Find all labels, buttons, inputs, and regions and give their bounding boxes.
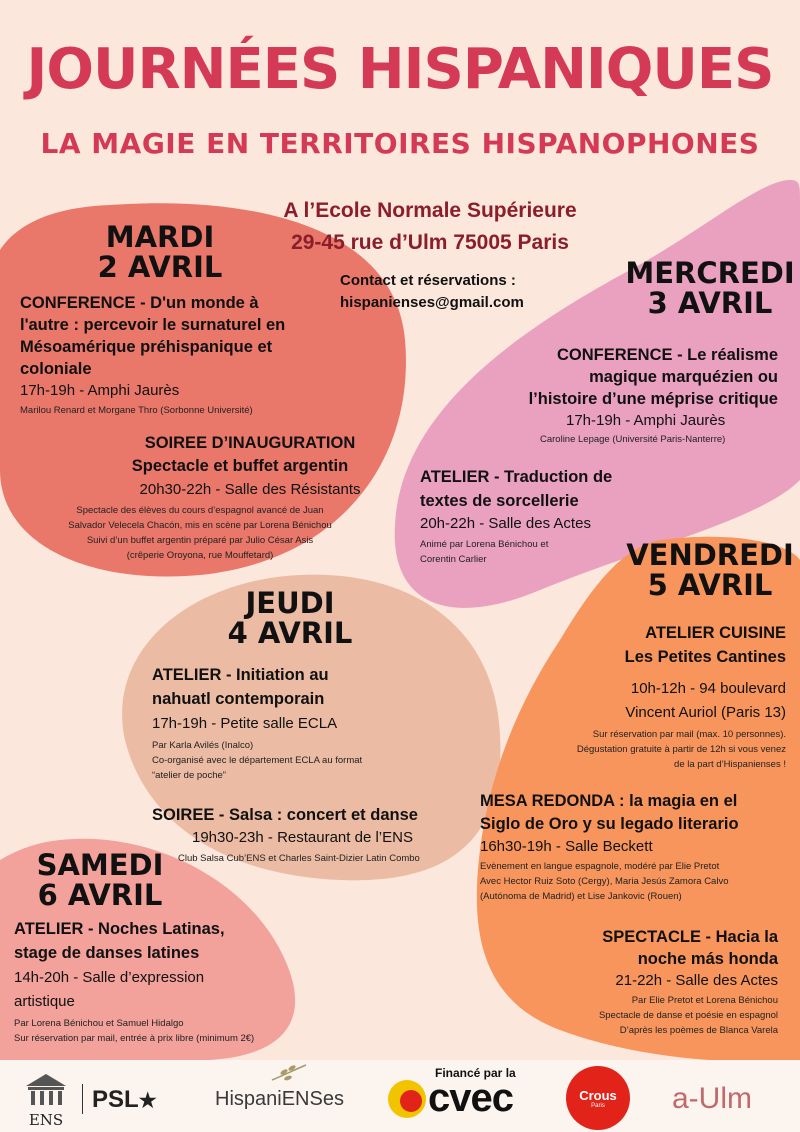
jeudi-atelier-note-3: “atelier de poche” [152,770,226,781]
crous-logo[interactable] [566,1066,630,1130]
mercredi-conf-speaker: Caroline Lepage (Université Paris-Nanterre) [540,434,726,445]
a-ulm-logo[interactable]: a-Ulm [672,1082,752,1115]
mardi-soiree-note-3: Suivi d’un buffet argentin préparé par Julio César Asis [86,535,314,546]
jeudi-soiree-note: Club Salsa Cub’ENS et Charles Saint-Dizier Latin Combo [178,853,420,864]
psl-logo[interactable] [92,1086,157,1114]
cvec-logo[interactable]: cvec [428,1076,513,1120]
mercredi-conf-title-3: l’histoire d’une méprise critique [528,390,778,408]
ens-logo[interactable] [18,1072,74,1129]
mercredi-conf-time: 17h-19h - Amphi Jaurès [566,412,726,429]
vendredi-mesa-title-1: MESA REDONDA : la magia en el [480,792,738,810]
mardi-conf-time: 17h-19h - Amphi Jaurès [20,382,180,399]
psl-logo-text: PSL [92,1086,139,1113]
mercredi-atelier-title-2: textes de sorcellerie [420,492,579,510]
samedi-atelier-note-2: Sur réservation par mail, entrée à prix libre (minimum 2€) [14,1033,255,1044]
mardi-conf-title-1: CONFERENCE - D'un monde à [20,294,259,312]
samedi-atelier-time-2: artistique [14,993,75,1010]
mercredi-day: MERCREDI [625,256,795,290]
jeudi-atelier-note-1: Par Karla Avilés (Inalco) [152,740,254,751]
mardi-conf-title-2: l'autre : percevoir le surnaturel en [20,316,286,334]
jeudi-day: JEUDI [245,586,335,620]
vendredi-cuisine-time-1: 10h-12h - 94 boulevard [630,680,786,697]
jeudi-soiree-title: SOIREE - Salsa : concert et danse [152,806,418,824]
mardi-soiree-note-4: (crêperie Oroyona, rue Mouffetard) [126,550,274,561]
mercredi-date: 3 AVRIL [647,286,773,320]
vendredi-spectacle-time: 21-22h - Salle des Actes [615,972,778,989]
vendredi-cuisine-title-1: ATELIER CUISINE [645,624,786,642]
vendredi-cuisine-title-2: Les Petites Cantines [624,648,786,666]
mardi-soiree-title-2: Spectacle et buffet argentin [131,457,349,475]
ens-building-icon [18,1072,74,1108]
samedi-atelier-title-2: stage de danses latines [14,944,200,962]
star-icon: ★ [138,1090,157,1112]
samedi-date: 6 AVRIL [37,878,163,912]
vendredi-spectacle-note-1: Par Elie Pretot et Lorena Bénichou [631,995,778,1006]
vendredi-cuisine-note-3: de la part d’Hispanienses ! [674,759,786,770]
vendredi-spectacle-title-2: noche más honda [637,950,778,968]
samedi-atelier-note-1: Par Lorena Bénichou et Samuel Hidalgo [14,1018,184,1029]
mardi-soiree-time: 20h30-22h - Salle des Résistants [139,481,361,498]
mercredi-atelier-note-1: Animé par Lorena Bénichou et [420,539,549,550]
jeudi-atelier-time: 17h-19h - Petite salle ECLA [152,715,338,732]
mardi-conf-speakers: Marilou Renard et Morgane Thro (Sorbonne Université) [20,405,253,416]
samedi-atelier-time-1: 14h-20h - Salle d’expression [14,969,205,986]
vendredi-cuisine-time-2: Vincent Auriol (Paris 13) [625,704,786,721]
mercredi-conf-title-2: magique marquézien ou [589,368,778,386]
vendredi-spectacle-note-3: D’après les poèmes de Blanca Varela [619,1025,778,1036]
mardi-soiree-note-1: Spectacle des élèves du cours d’espagnol avancé de Juan [76,505,324,516]
mardi-date: 2 AVRIL [97,250,223,284]
cvec-red-circle-icon [400,1090,422,1112]
vendredi-mesa-note-3: (Autónoma de Madrid) et Lise Jankovic (Rouen) [480,891,682,902]
venue-address: 29-45 rue d’Ulm 75005 Paris [291,231,569,254]
cvec-finance-label: Financé par la [435,1066,516,1080]
vendredi-spectacle-note-2: Spectacle de danse et poésie en espagnol [598,1010,778,1021]
vendredi-mesa-note-1: Evènement en langue espagnole, modéré par Elie Pretot [480,861,720,872]
contact-label: Contact et réservations : [340,272,516,289]
crous-logo-subtext: Paris [591,1103,605,1109]
vendredi-cuisine-note-1: Sur réservation par mail (max. 10 personnes). [592,729,786,740]
vendredi-mesa-title-2: Siglo de Oro y su legado literario [480,815,739,833]
mercredi-atelier-note-2: Corentin Carlier [420,554,487,565]
vendredi-mesa-time: 16h30-19h - Salle Beckett [480,838,653,855]
ens-logo-text: ENS [28,1111,64,1129]
venue-name: A l’Ecole Normale Supérieure [283,199,577,222]
jeudi-date: 4 AVRIL [227,616,353,650]
vendredi-date: 5 AVRIL [647,568,773,602]
vendredi-mesa-note-2: Avec Hector Ruiz Soto (Cergy), Maria Jesús Zamora Calvo [480,876,729,887]
vendredi-spectacle-title-1: SPECTACLE - Hacia la [602,928,778,946]
page-title: JOURNÉES HISPANIQUES [26,37,774,102]
jeudi-atelier-title-1: ATELIER - Initiation au [152,666,329,684]
mercredi-atelier-title-1: ATELIER - Traduction de [420,468,613,486]
vendredi-cuisine-note-2: Dégustation gratuite à partir de 12h si vous venez [576,744,786,755]
vendredi-day: VENDREDI [626,538,794,572]
samedi-day: SAMEDI [36,848,164,882]
mercredi-conf-title-1: CONFERENCE - Le réalisme [557,346,778,364]
contact-email[interactable]: hispanienses@gmail.com [340,294,524,311]
jeudi-atelier-note-2: Co-organisé avec le département ECLA au format [152,755,363,766]
page-subtitle: LA MAGIE EN TERRITOIRES HISPANOPHONES [40,127,760,160]
jeudi-soiree-time: 19h30-23h - Restaurant de l’ENS [192,829,413,846]
samedi-atelier-title-1: ATELIER - Noches Latinas, [14,920,225,938]
mardi-soiree-title-1: SOIREE D’INAUGURATION [144,434,356,452]
mercredi-atelier-time: 20h-22h - Salle des Actes [420,515,591,532]
mardi-soiree-note-2: Salvador Velecela Chacón, mis en scène par Lorena Bénichou [68,520,332,531]
leaf-icon [270,1062,310,1089]
mardi-conf-title-3: Mésoamérique préhispanique et [20,338,273,356]
jeudi-atelier-title-2: nahuatl contemporain [152,690,325,708]
logo-divider [82,1084,83,1114]
crous-logo-text: Crous [579,1088,617,1103]
hispanienses-logo[interactable]: HispaniENSes [215,1088,344,1110]
mardi-conf-title-4: coloniale [20,360,92,378]
mardi-day: MARDI [105,220,215,254]
